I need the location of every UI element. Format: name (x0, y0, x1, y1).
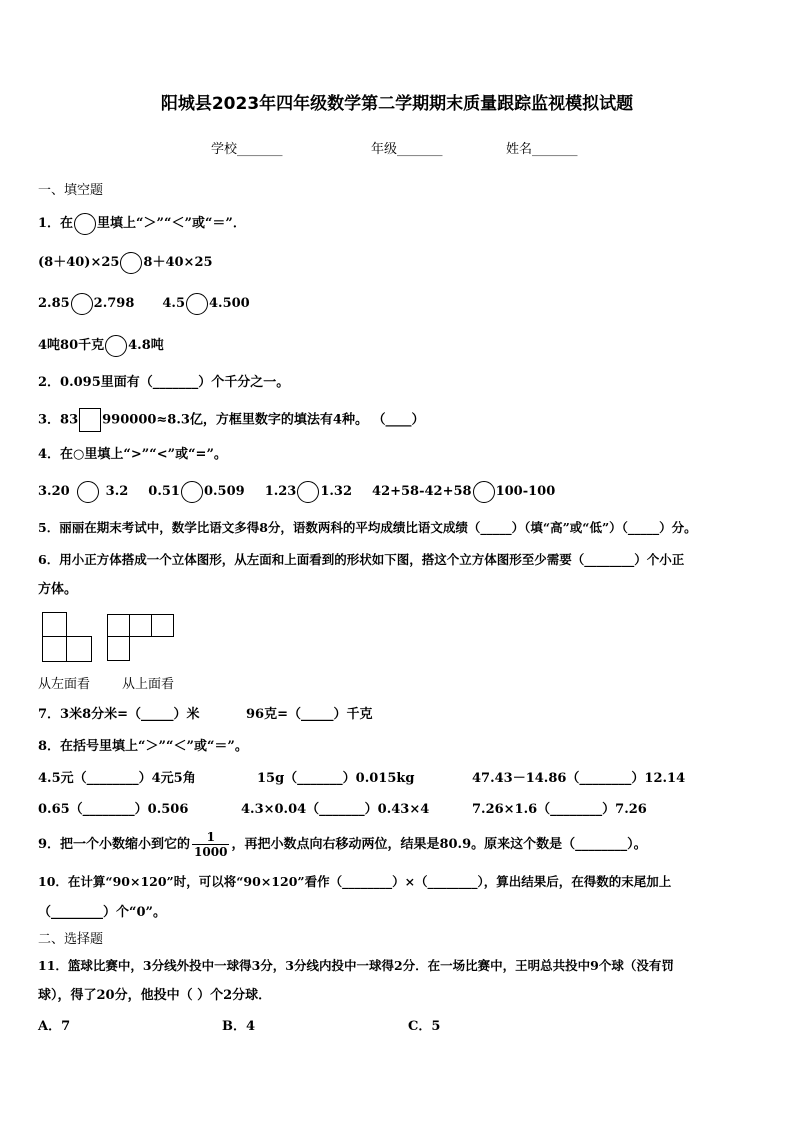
page-title: 阳城县2023年四年级数学第二学期期末质量跟踪监视模拟试题 (160, 94, 634, 114)
question-1-row-2 (38, 292, 250, 316)
question-4-row (38, 480, 555, 504)
view-square (42, 612, 67, 637)
q9-text-a: 9．把一个小数缩小到它的 (38, 837, 191, 852)
question-8-item: 15g（_______）0.015kg (257, 771, 415, 786)
option-a[interactable]: A．7 (38, 1019, 71, 1034)
q1-expr: 2.85 (38, 296, 70, 311)
q9-text-b: ，再把小数点向右移动两位，结果是80.9。原来这个数是（________）。 (231, 837, 647, 852)
question-7-b: 96克=（_____）千克 (246, 707, 373, 722)
fraction (192, 830, 229, 859)
q3-text-b: 990000≈8.3亿，方框里数字的填法有4种。 （____） (102, 412, 425, 428)
q3-text-a: 3．83 (38, 412, 79, 428)
option-b[interactable]: B．4 (222, 1019, 256, 1034)
circle-blank[interactable] (77, 481, 99, 503)
q1-expr: 8＋40×25 (143, 255, 213, 270)
fraction-denominator: 1000 (194, 845, 228, 859)
view-square (107, 614, 130, 637)
q1-expr: 4.500 (209, 296, 250, 311)
q4-expr: 0.509 (203, 484, 245, 499)
question-8-item: 4.5元（________）4元5角 (38, 771, 196, 786)
q1-expr: (8＋40)×25 (38, 255, 120, 270)
q1-text-b: 里填上“＞”“＜”或“＝”． (97, 216, 246, 231)
fraction-numerator: 1 (192, 830, 229, 845)
question-3 (38, 408, 425, 433)
q1-expr: 4.8吨 (128, 338, 164, 353)
square-blank[interactable] (79, 408, 101, 432)
circle-blank[interactable] (181, 481, 203, 503)
q4-expr: 3.20 (38, 484, 70, 499)
question-7-a: 7．3米8分米=（_____）米 (38, 707, 200, 722)
view-square (66, 636, 92, 662)
question-8-item: 0.65（________）0.506 (38, 802, 189, 817)
circle-blank[interactable] (120, 252, 142, 274)
question-2: 2．0.095里面有（_______）个千分之一。 (38, 375, 290, 390)
section-choice-heading: 二、选择题 (38, 932, 104, 947)
question-6-line-1: 6．用小正方体搭成一个立体图形，从左面和上面看到的形状如下图，搭这个立方体图形至少需要（________）个小正 (38, 552, 685, 567)
circle-blank[interactable] (74, 213, 96, 235)
question-1-row-3 (38, 334, 164, 358)
q4-expr: 3.2 (105, 484, 129, 499)
question-1-row-1 (38, 251, 213, 275)
name-field[interactable]: 姓名_______ (506, 142, 578, 157)
question-9 (38, 827, 647, 863)
circle-blank[interactable] (105, 335, 127, 357)
question-8-item: 7.26×1.6（________）7.26 (472, 802, 647, 817)
view-square (151, 614, 174, 637)
view-square (129, 614, 152, 637)
question-11-line-2: 球），得了20分，他投中（ ）个2分球． (38, 988, 272, 1003)
question-8-item: 47.43－14.86（________）12.14 (472, 771, 686, 786)
circle-blank[interactable] (297, 481, 319, 503)
q1-expr: 4吨80千克 (38, 338, 105, 353)
q4-expr: 1.32 (320, 484, 353, 499)
q4-expr: 0.51 (148, 484, 180, 499)
q4-expr: 42+58-42+58 (372, 484, 472, 499)
circle-blank[interactable] (473, 481, 495, 503)
question-11-line-1: 11．篮球比赛中，3分线外投中一球得3分，3分线内投中一球得2分．在一场比赛中，王明总共投中9个球（没有罚 (38, 958, 674, 973)
section-fill-heading: 一、填空题 (38, 183, 104, 198)
question-8-item: 4.3×0.04（_______）0.43×4 (241, 802, 430, 817)
question-5: 5．丽丽在期末考试中，数学比语文多得8分，语数两科的平均成绩比语文成绩（_____）（填“高”或“低”）（_____）分。 (38, 520, 697, 535)
question-4-stem: 4．在○里填上“>”“<”或“=”。 (38, 447, 227, 462)
circle-blank[interactable] (186, 293, 208, 315)
option-c[interactable]: C．5 (408, 1019, 441, 1034)
school-field[interactable]: 学校_______ (211, 142, 283, 157)
view-square (107, 636, 130, 661)
q1-expr: 2.798 (93, 296, 135, 311)
caption-left-view: 从左面看 (38, 677, 91, 692)
question-6-line-2: 方体。 (38, 582, 78, 597)
q1-text-a: 1．在 (38, 216, 74, 231)
q1-expr: 4.5 (162, 296, 186, 311)
view-square (42, 636, 67, 662)
question-10-line-1: 10．在计算“90×120”时，可以将“90×120”看作（________）×（________），算出结果后，在得数的末尾加上 (38, 874, 672, 889)
caption-top-view: 从上面看 (122, 677, 175, 692)
circle-blank[interactable] (71, 293, 93, 315)
grade-field[interactable]: 年级_______ (371, 142, 443, 157)
q4-expr: 100-100 (495, 484, 556, 499)
q4-expr: 1.23 (264, 484, 297, 499)
question-1-stem (38, 212, 246, 236)
question-10-line-2: （________）个“0”。 (38, 905, 167, 920)
question-8-stem: 8．在括号里填上“＞”“＜”或“＝”。 (38, 739, 248, 754)
